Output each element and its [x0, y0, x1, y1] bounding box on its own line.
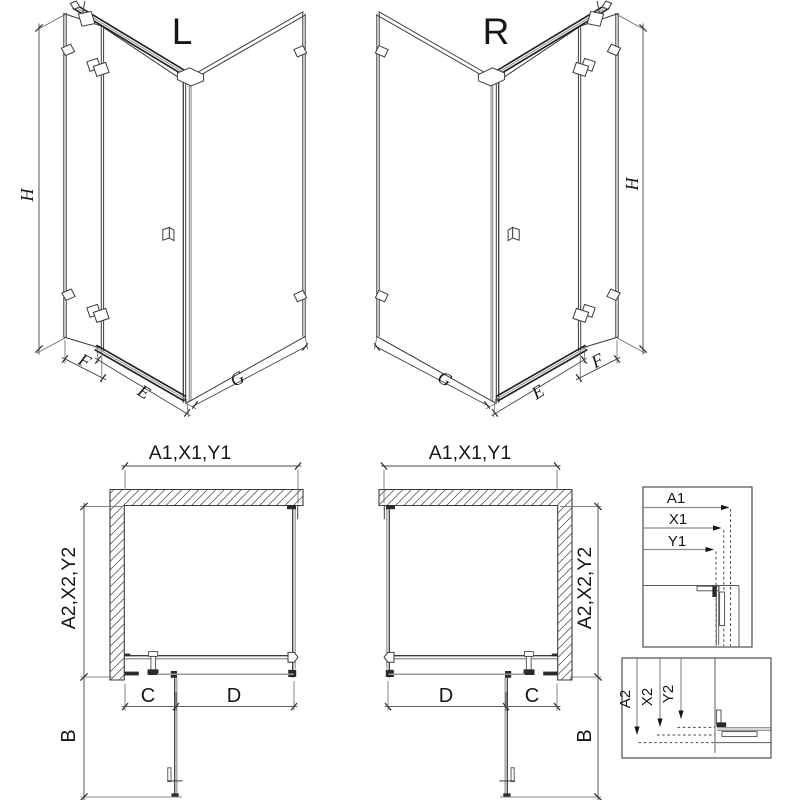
- iso-enclosure-geometry: [35, 1, 307, 417]
- plan-right-wall: [379, 490, 572, 681]
- detail-width-x-label: X1: [668, 511, 688, 528]
- plan-left-b-label: B: [58, 729, 80, 743]
- iso-right-height-label: H: [622, 177, 642, 191]
- iso-left-fixed-label: F: [75, 349, 95, 373]
- detail-width-y-label: Y1: [667, 533, 687, 550]
- iso-left-side-label: G: [226, 366, 248, 391]
- plan-left-width-label: A1,X1,Y1: [148, 442, 232, 464]
- plan-right-c-label: C: [524, 685, 540, 707]
- iso-left-height-label: H: [17, 188, 37, 202]
- detail-width-a-label: A1: [666, 490, 686, 507]
- plan-right-b-label: B: [574, 729, 596, 743]
- plan-left-depth-label: A2,X2,Y2: [58, 546, 80, 630]
- iso-enclosure-geometry-mirrored: [374, 1, 646, 417]
- detail-box-width: [643, 487, 752, 647]
- plan-left-c-label: C: [140, 685, 156, 707]
- iso-right-fixed-label: F: [587, 349, 607, 373]
- detail-box-depth: [622, 658, 771, 758]
- iso-right-title: R: [482, 11, 510, 52]
- iso-left-door-label: E: [134, 380, 154, 404]
- plan-right-d-label: D: [438, 685, 454, 707]
- detail-depth-y-label: Y2: [660, 684, 677, 704]
- detail-depth-a-label: A2: [617, 689, 634, 709]
- plan-right-depth-label: A2,X2,Y2: [574, 546, 596, 630]
- plan-right-width-label: A1,X1,Y1: [428, 442, 512, 464]
- plan-left-wall: [110, 490, 303, 681]
- iso-left-title: L: [171, 11, 193, 52]
- plan-left-d-label: D: [226, 685, 242, 707]
- iso-right-side-label: G: [434, 366, 456, 391]
- iso-right-door-label: E: [528, 380, 548, 404]
- detail-depth-x-label: X2: [639, 687, 656, 707]
